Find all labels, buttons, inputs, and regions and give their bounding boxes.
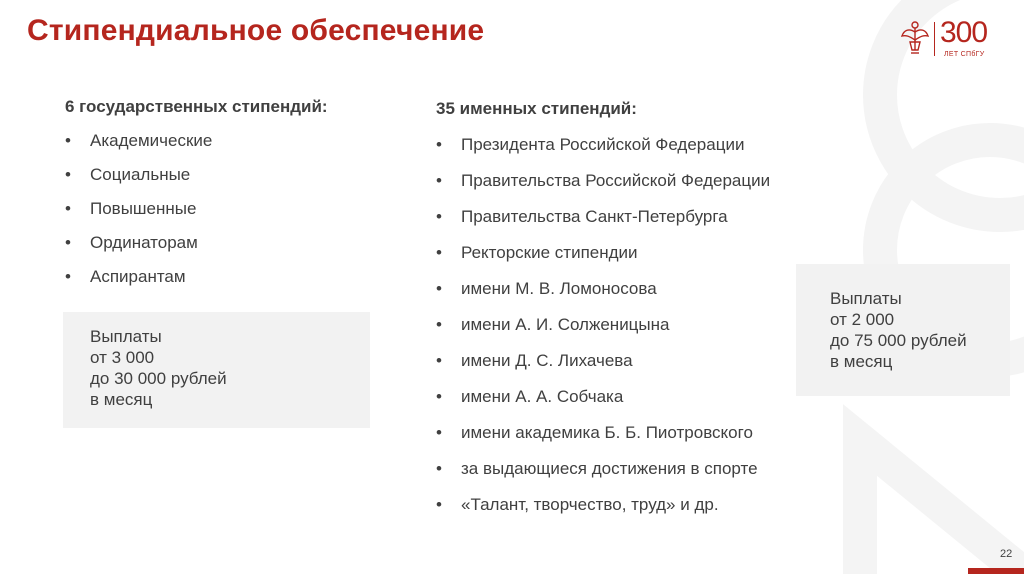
payments-line: от 2 000: [830, 310, 895, 329]
list-item: • имени А. И. Солженицына: [461, 314, 770, 350]
page-title: Стипендиальное обеспечение: [27, 14, 485, 47]
list-item: • имени Д. С. Лихачева: [461, 350, 770, 386]
accent-bar: [968, 568, 1024, 574]
logo-divider: [934, 22, 935, 56]
eagle-emblem-icon: [900, 18, 930, 58]
page-number: 22: [1000, 548, 1013, 560]
state-scholarships-heading: 6 государственных стипендий:: [65, 97, 328, 116]
list-item: • имени А. А. Собчака: [461, 386, 770, 422]
list-item: • Правительства Санкт-Петербурга: [461, 206, 770, 242]
list-item: • имени академика Б. Б. Пиотровского: [461, 422, 770, 458]
payments-line: от 3 000: [90, 348, 155, 367]
named-payments-text: [830, 288, 967, 372]
state-payments-box: [63, 312, 370, 428]
university-logo: [900, 18, 1018, 62]
list-item: • имени М. В. Ломоносова: [461, 278, 770, 314]
list-item: • Президента Российской Федерации: [461, 134, 770, 170]
list-item: • Академические: [90, 130, 212, 164]
list-item: • «Талант, творчество, труд» и др.: [461, 494, 770, 530]
named-payments-box: [796, 264, 1010, 396]
list-item: • Ректорские стипендии: [461, 242, 770, 278]
list-item: • Правительства Российской Федерации: [461, 170, 770, 206]
payments-line: до 30 000 рублей: [90, 369, 227, 388]
logo-number: 300: [940, 16, 988, 49]
list-item: • за выдающиеся достижения в спорте: [461, 458, 770, 494]
state-scholarships-list: [90, 130, 212, 300]
payments-line: Выплаты: [90, 327, 162, 346]
logo-caption: ЛЕТ СПбГУ: [944, 51, 985, 58]
named-scholarships-list: [461, 134, 770, 530]
payments-line: в месяц: [830, 352, 893, 371]
list-item: • Ординаторам: [90, 232, 212, 266]
list-item: • Социальные: [90, 164, 212, 198]
payments-line: до 75 000 рублей: [830, 331, 967, 350]
payments-line: в месяц: [90, 390, 153, 409]
state-payments-text: [90, 326, 227, 410]
list-item: • Повышенные: [90, 198, 212, 232]
payments-line: Выплаты: [830, 289, 902, 308]
list-item: • Аспирантам: [90, 266, 212, 300]
named-scholarships-heading: 35 именных стипендий:: [436, 99, 637, 118]
